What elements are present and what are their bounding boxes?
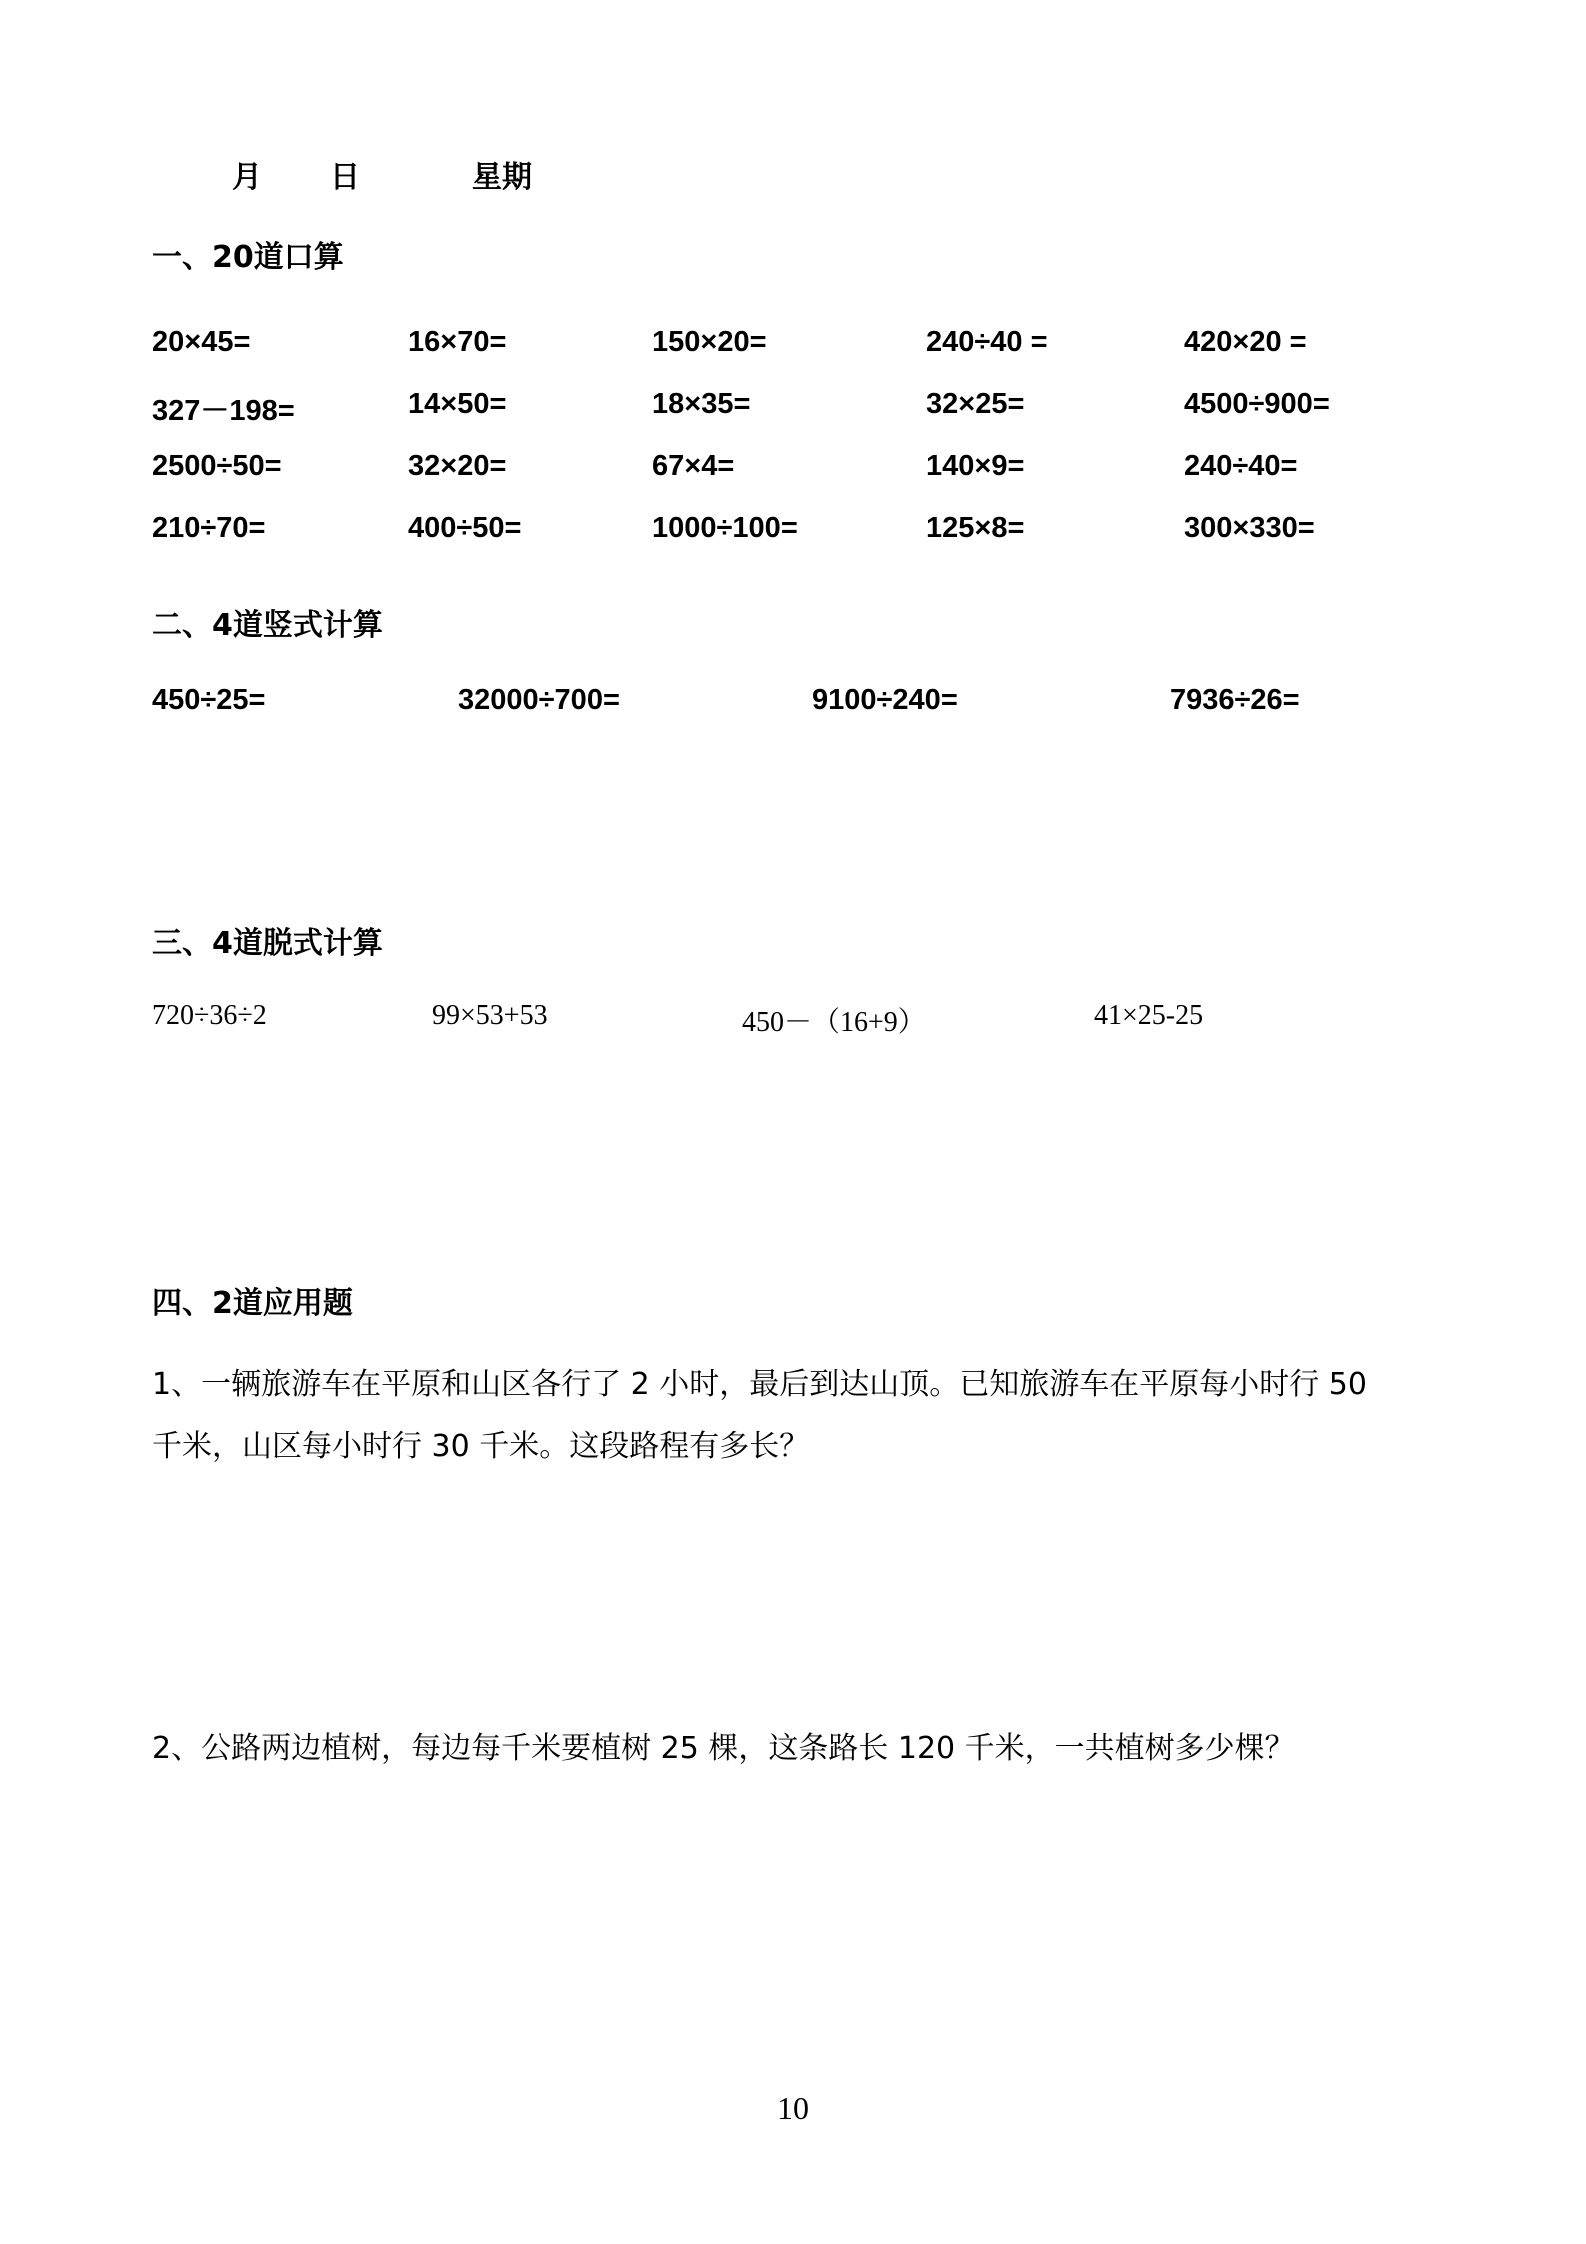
- section4-title: 四、2道应用题: [152, 1286, 353, 1321]
- step-calc-item: 99×53+53: [432, 1000, 548, 1031]
- section2-title: 二、4道竖式计算: [152, 608, 383, 643]
- oral-calc-item: 240÷40=: [1184, 450, 1298, 482]
- oral-calc-item: 20×45=: [152, 326, 251, 358]
- weekday-label: 星期: [472, 160, 532, 195]
- oral-calc-item: 210÷70=: [152, 512, 266, 544]
- section1-title: 一、20道口算: [152, 240, 344, 275]
- page-number: 10: [777, 2090, 809, 2126]
- oral-calc-item: 150×20=: [652, 326, 767, 358]
- word-problem-1-line2: 千米，山区每小时行 30 千米。这段路程有多长？: [152, 1429, 810, 1464]
- vertical-calc-item: 32000÷700=: [458, 684, 620, 716]
- word-problem-1-line1: 1、一辆旅游车在平原和山区各行了 2 小时，最后到达山顶。已知旅游车在平原每小时行 50: [152, 1367, 1367, 1402]
- vertical-calc-item: 7936÷26=: [1170, 684, 1300, 716]
- step-calc-item: 720÷36÷2: [152, 1000, 267, 1031]
- vertical-calc-item: 9100÷240=: [812, 684, 958, 716]
- oral-calc-item: 240÷40 =: [926, 326, 1048, 358]
- month-label: 月: [232, 160, 262, 195]
- oral-calc-item: 2500÷50=: [152, 450, 282, 482]
- oral-calc-item: 16×70=: [408, 326, 507, 358]
- oral-calc-item: 420×20 =: [1184, 326, 1307, 358]
- oral-calc-item: 32×20=: [408, 450, 507, 482]
- oral-calc-item: 400÷50=: [408, 512, 522, 544]
- day-label: 日: [330, 160, 360, 195]
- vertical-calc-item: 450÷25=: [152, 684, 266, 716]
- step-calc-item: 41×25-25: [1094, 1000, 1204, 1031]
- oral-calc-item: 300×330=: [1184, 512, 1315, 544]
- oral-calc-item: 140×9=: [926, 450, 1025, 482]
- word-problem-2: 2、公路两边植树，每边每千米要植树 25 棵，这条路长 120 千米，一共植树多少棵？: [152, 1731, 1295, 1766]
- oral-calc-item: 1000÷100=: [652, 512, 798, 544]
- oral-calc-item: 14×50=: [408, 388, 507, 420]
- oral-calc-item: 67×4=: [652, 450, 735, 482]
- section3-title: 三、4道脱式计算: [152, 926, 383, 961]
- step-calc-item: 450－（16+9）: [742, 1007, 926, 1038]
- oral-calc-item: 4500÷900=: [1184, 388, 1330, 420]
- oral-calc-item: 32×25=: [926, 388, 1025, 420]
- oral-calc-item: 18×35=: [652, 388, 751, 420]
- oral-calc-item: 125×8=: [926, 512, 1025, 544]
- oral-calc-item: 327－198=: [152, 395, 295, 427]
